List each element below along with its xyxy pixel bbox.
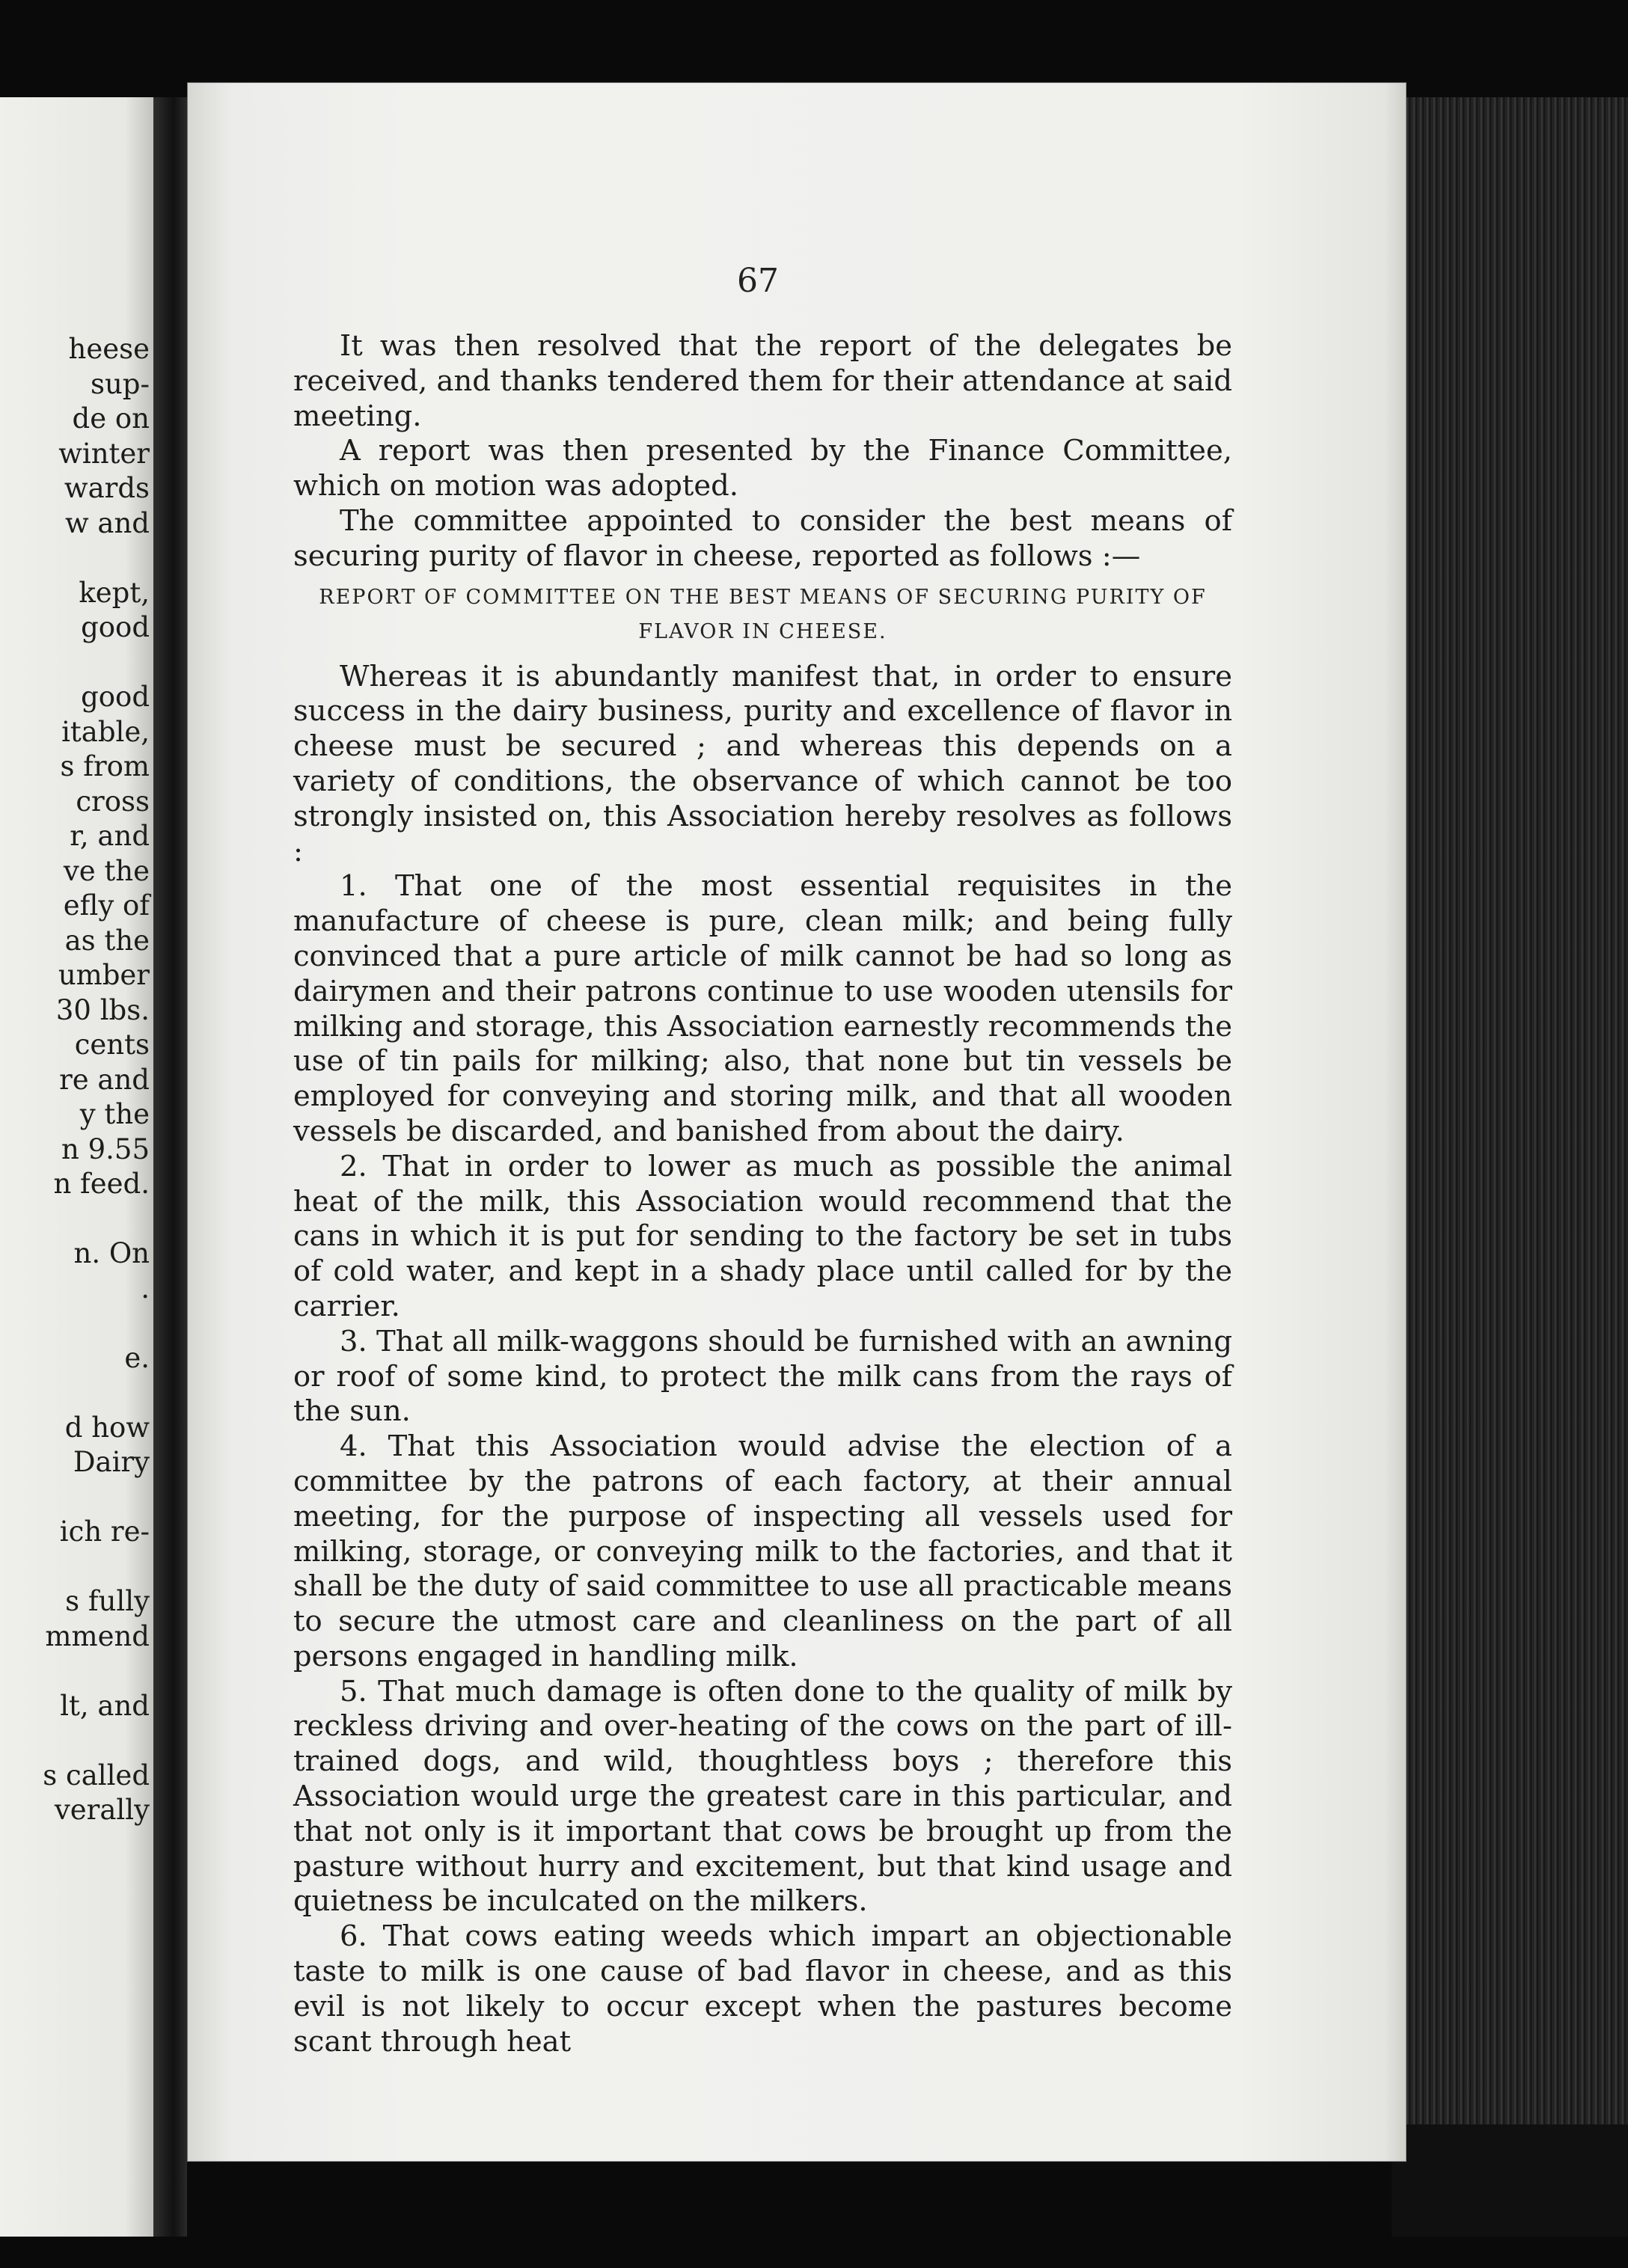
left-page-fragment: wards xyxy=(64,472,150,504)
left-page-fragment: umber xyxy=(58,959,150,991)
page-number: 67 xyxy=(737,262,779,300)
resolution-3: 3. That all milk-waggons should be furnished with an awning or roof of some kind, to protect the milk cans from the rays of the sun. xyxy=(293,1324,1232,1429)
left-page-fragment: heese xyxy=(68,333,150,365)
left-page-fragment: ve the xyxy=(63,854,150,887)
left-page-fragment: de on xyxy=(72,402,150,435)
left-page-fragment: n 9.55 xyxy=(61,1133,150,1165)
left-page-fragment: good xyxy=(81,611,150,643)
page-body xyxy=(293,329,1232,2059)
page-stack-edge xyxy=(1405,97,1628,2192)
left-page-fragment: cross xyxy=(76,785,150,818)
left-page-fragment: n. On xyxy=(73,1237,150,1269)
paragraph: The committee appointed to consider the best means of securing purity of flavor in cheese, reported as follows :— xyxy=(293,503,1232,573)
left-page-fragment: verally xyxy=(54,1794,150,1826)
resolution-2: 2. That in order to lower as much as possible the animal heat of the milk, this Association would recommend that the cans in which it is put for sending to the factory be set in tubs of cold water, and kept in a shady place until called for by the carrier. xyxy=(293,1149,1232,1323)
left-page-fragment: d how xyxy=(64,1411,150,1444)
left-page-fragment: kept, xyxy=(79,576,150,609)
left-page-fragment: w and xyxy=(64,506,150,539)
report-heading-line: FLAVOR IN CHEESE. xyxy=(638,619,887,643)
resolution-4: 4. That this Association would advise the election of a committee by the patrons of each factory, at their annual meeting, for the purpose of inspecting all vessels used for milking, storage, or conveying milk to the factories, and that it shall be the duty of said committee to use all practicable means to secure the utmost care and cleanliness on the part of all persons engaged in handling milk. xyxy=(293,1429,1232,1673)
left-page-fragment: as the xyxy=(64,924,150,957)
previous-page-edge xyxy=(0,97,157,2237)
left-page-fragment: lt, and xyxy=(60,1689,150,1722)
left-page-fragment: s called xyxy=(43,1759,150,1792)
left-page-fragment: n feed. xyxy=(53,1168,150,1200)
paragraph: A report was then presented by the Finance Committee, which on motion was adopted. xyxy=(293,434,1232,503)
left-page-fragment: e. xyxy=(124,1341,150,1374)
report-heading xyxy=(293,580,1232,649)
left-page-fragment: s from xyxy=(60,750,150,782)
left-page-fragment: . xyxy=(141,1272,150,1305)
resolution-1: 1. That one of the most essential requisites in the manufacture of cheese is pure, clean milk; and being fully convinced that a pure article of milk cannot be had so long as dairymen and their patrons continue to use wooden utensils for milking and storage, this Association earnestly recommends the use of tin pails for milking; also, that none but tin vessels be employed for conveying and storing milk, and that all wooden vessels be discarded, and banished from about the dairy. xyxy=(293,869,1232,1148)
left-page-fragment: r, and xyxy=(70,820,150,852)
left-page-fragment: winter xyxy=(58,437,150,470)
left-page-fragment: cents xyxy=(74,1029,150,1061)
report-heading-line: REPORT OF COMMITTEE ON THE BEST MEANS OF SECURING PURITY OF xyxy=(319,585,1207,609)
resolution-6: 6. That cows eating weeds which impart an objectionable taste to milk is one cause of bad flavor in cheese, and as this evil is not likely to occur except when the pastures become scant through heat xyxy=(293,1919,1232,2059)
preamble: Whereas it is abundantly manifest that, in order to ensure success in the dairy business, purity and excellence of flavor in cheese must be secured ; and whereas this depends on a variety of conditions, the observance of which cannot be too strongly insisted on, this Association hereby resolves as follows : xyxy=(293,659,1232,868)
left-page-fragment: ich re- xyxy=(59,1515,150,1548)
left-page-fragment: re and xyxy=(59,1063,150,1096)
left-page-fragment: Dairy xyxy=(73,1446,150,1478)
left-page-fragment: 30 lbs. xyxy=(55,993,150,1026)
left-page-fragment: mmend xyxy=(45,1619,150,1652)
left-page-fragment: efly of xyxy=(63,889,150,922)
book-cover-corner xyxy=(1392,2124,1628,2237)
left-page-fragment: y the xyxy=(79,1098,150,1130)
left-page-fragment: itable, xyxy=(61,715,150,748)
paragraph: It was then resolved that the report of the delegates be received, and thanks tendered them for their attendance at said meeting. xyxy=(293,329,1232,433)
resolution-5: 5. That much damage is often done to the quality of milk by reckless driving and over-heating of the cows on the part of ill-trained dogs, and wild, thoughtless boys ; therefore this Association would urge the greatest care in this particular, and that not only is it important that cows be brought up from the pasture without hurry and excitement, but that kind usage and quietness be inculcated on the milkers. xyxy=(293,1674,1232,1919)
left-page-fragment: good xyxy=(81,681,150,713)
left-page-fragment: s fully xyxy=(65,1585,150,1617)
left-page-fragment: sup- xyxy=(90,367,150,400)
book-gutter xyxy=(153,97,187,2237)
